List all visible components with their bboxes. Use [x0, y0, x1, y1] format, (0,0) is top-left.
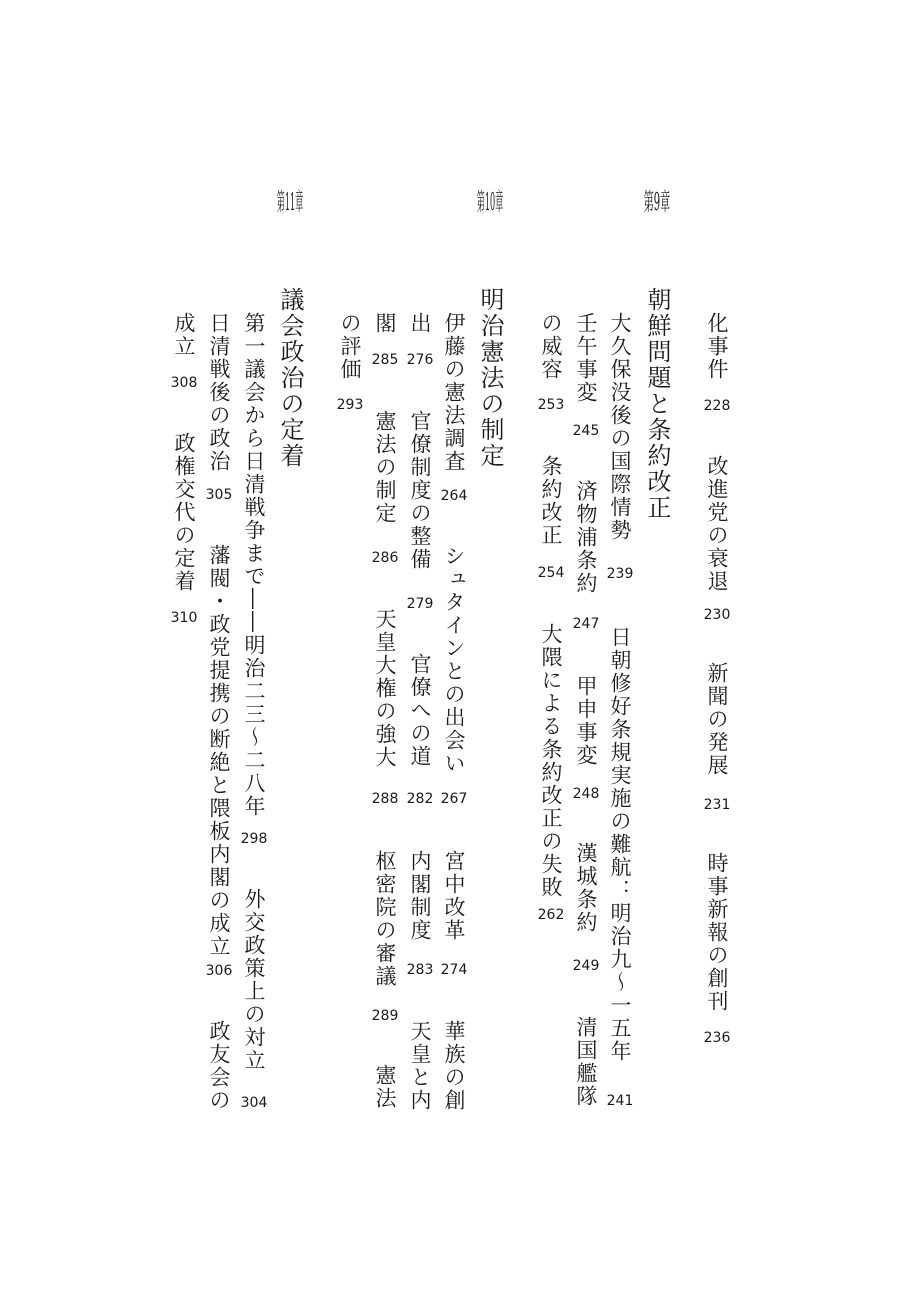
toc-entry: シュタインとの出会い	[442, 545, 466, 775]
toc-entry: 甲申事変	[574, 675, 598, 767]
page-number: 276	[406, 352, 434, 368]
page-number: 249	[572, 958, 600, 974]
toc-entry: 藩閥・政党提携の断絶と隈板内閣の成立	[207, 544, 231, 958]
toc-entry: 宮中改革	[442, 850, 466, 942]
toc-entry: 大隈による条約改正の失敗	[539, 623, 563, 899]
toc-entry: 閣	[373, 312, 397, 335]
chapter-title: 明治憲法の制定	[476, 287, 504, 469]
toc-entry: 枢密院の審議	[373, 850, 397, 988]
page-number: 267	[440, 791, 468, 807]
toc-entry: 官僚への道	[408, 653, 432, 768]
toc-entry: 日朝修好条規実施の難航：明治九～一五年	[608, 626, 632, 1063]
page-number: 283	[406, 962, 434, 978]
page-number: 239	[606, 566, 634, 582]
chapter-title: 議会政治の定着	[276, 287, 304, 469]
toc-entry: 政権交代の定着	[172, 432, 196, 593]
toc-entry: 成立	[172, 312, 196, 358]
page-number: 241	[606, 1093, 634, 1109]
page-number: 245	[572, 423, 600, 439]
page-number: 298	[240, 831, 268, 847]
page-number: 236	[703, 1030, 731, 1046]
chapter-label: 第10章	[476, 190, 504, 214]
page-number: 293	[336, 397, 364, 413]
toc-entry: 壬午事変	[574, 312, 598, 404]
toc-entry: 外交政策上の対立	[242, 888, 266, 1072]
toc-entry: 改進党の衰退	[705, 455, 729, 593]
page-number: 304	[240, 1095, 268, 1111]
toc-entry: 条約改正	[539, 455, 563, 547]
page-number: 279	[406, 596, 434, 612]
page-number: 288	[371, 791, 399, 807]
page-number: 285	[371, 352, 399, 368]
toc-entry: 憲法の制定	[373, 410, 397, 525]
page-number: 289	[371, 1008, 399, 1024]
toc-entry: 第一議会から日清戦争まで――明治二三～二八年	[242, 312, 266, 818]
toc-entry: 化事件	[705, 312, 729, 381]
toc-entry: 新聞の発展	[705, 662, 729, 777]
toc-entry: 漢城条約	[574, 842, 598, 934]
toc-entry: の評価	[338, 312, 362, 381]
page-number: 305	[205, 487, 233, 503]
toc-entry: 憲法	[373, 1064, 397, 1110]
toc-entry: 伊藤の憲法調査	[442, 312, 466, 473]
toc-entry: 内閣制度	[408, 850, 432, 942]
toc-entry: 華族の創	[442, 1020, 466, 1112]
page-number: 228	[703, 398, 731, 414]
page-number: 264	[440, 488, 468, 504]
toc-entry: 時事新報の創刊	[705, 852, 729, 1013]
chapter-label: 第9章	[643, 190, 671, 214]
page-number: 253	[537, 397, 565, 413]
toc-entry: 日清戦後の政治	[207, 312, 231, 473]
chapter-label: 第11章	[276, 190, 304, 214]
page-number: 248	[572, 786, 600, 802]
toc-entry: の威容	[539, 312, 563, 381]
page-number: 230	[703, 607, 731, 623]
toc-entry: 官僚制度の整備	[408, 410, 432, 571]
toc-entry: 出	[408, 312, 432, 335]
toc-entry: 天皇大権の強大	[373, 608, 397, 769]
page-number: 286	[371, 550, 399, 566]
toc-entry: 政友会の	[207, 1020, 231, 1112]
toc-entry: 大久保没後の国際情勢	[608, 312, 632, 542]
toc-entry: 済物浦条約	[574, 480, 598, 595]
page-number: 262	[537, 907, 565, 923]
page-number: 274	[440, 962, 468, 978]
toc-entry: 天皇と内	[408, 1020, 432, 1112]
page-number: 231	[703, 797, 731, 813]
page-number: 254	[537, 565, 565, 581]
page-number: 247	[572, 616, 600, 632]
page-number: 282	[406, 791, 434, 807]
page-number: 306	[205, 963, 233, 979]
page-number: 310	[170, 610, 198, 626]
page-number: 308	[170, 375, 198, 391]
chapter-title: 朝鮮問題と条約改正	[643, 287, 671, 521]
toc-entry: 清国艦隊	[574, 1016, 598, 1108]
